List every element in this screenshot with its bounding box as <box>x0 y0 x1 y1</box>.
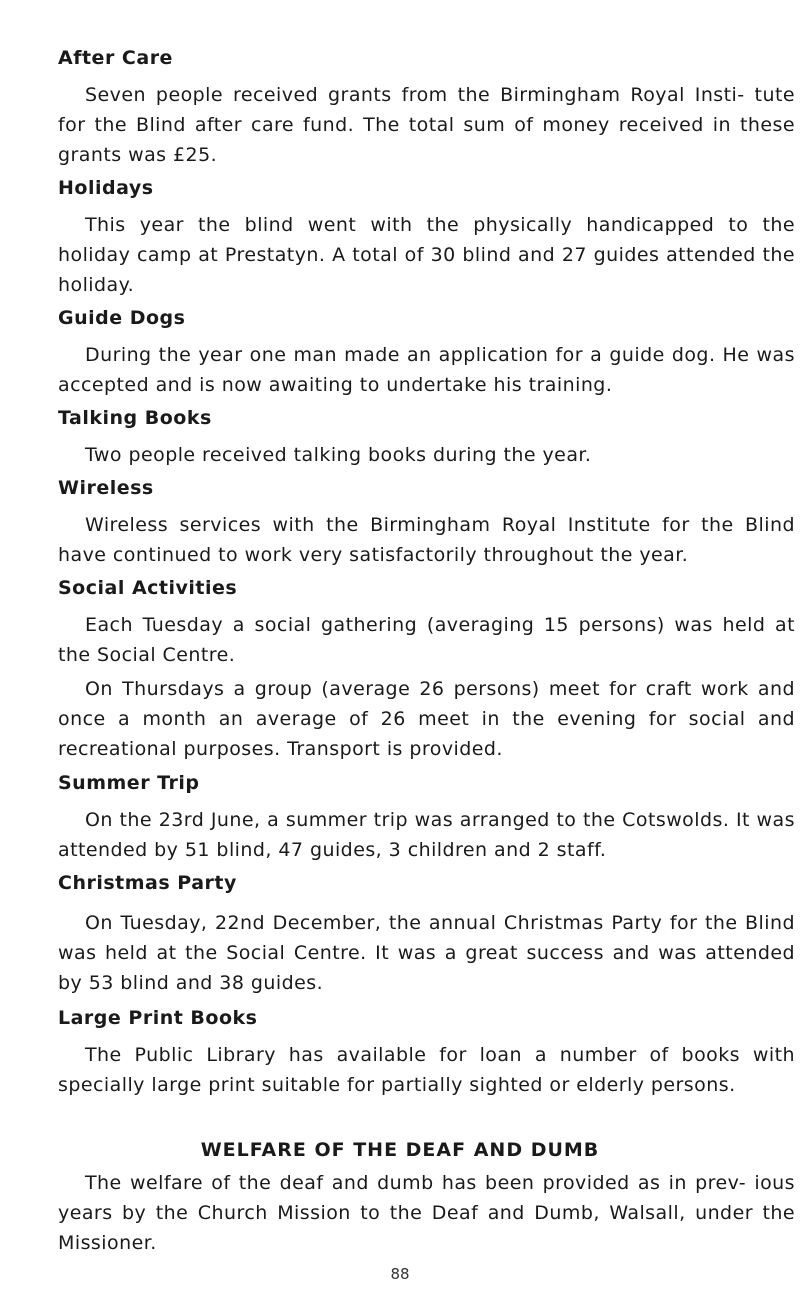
heading-social-activities: Social Activities <box>58 577 238 599</box>
heading-after-care: After Care <box>58 47 173 69</box>
paragraph-talking-books: Two people received talking books during the year. <box>85 444 592 466</box>
page-number: 88 <box>390 1265 410 1283</box>
paragraph-wireless: Wireless services with the Birmingham Royal Institute for the Blind have continued to work very satisfactorily throughout the year. <box>58 514 795 566</box>
heading-christmas-party: Christmas Party <box>58 872 237 894</box>
heading-talking-books: Talking Books <box>58 407 212 429</box>
heading-guide-dogs: Guide Dogs <box>58 307 186 329</box>
paragraph-christmas-party: On Tuesday, 22nd December, the annual Christmas Party for the Blind was held at the Social Centre. It was a great success and was attended by 53 blind and 38 guides. <box>58 912 795 994</box>
heading-welfare-deaf-dumb: WELFARE OF THE DEAF AND DUMB <box>200 1139 600 1161</box>
paragraph-social-thursday: On Thursdays a group (average 26 persons) meet for craft work and once a month an average of 26 meet in the evening for social and recreational purposes. Transport is provided. <box>58 678 795 760</box>
paragraph-after-care: Seven people received grants from the Birmingham Royal Insti- tute for the Blind after care fund. The total sum of money received in these grants was £25. <box>58 84 795 166</box>
heading-holidays: Holidays <box>58 177 154 199</box>
heading-wireless: Wireless <box>58 477 154 499</box>
paragraph-holidays: This year the blind went with the physically handicapped to the holiday camp at Prestatyn. A total of 30 blind and 27 guides attended the holiday. <box>58 214 795 296</box>
paragraph-social-tuesday: Each Tuesday a social gathering (averaging 15 persons) was held at the Social Centre. <box>58 614 795 666</box>
heading-summer-trip: Summer Trip <box>58 772 200 794</box>
paragraph-welfare-deaf-dumb: The welfare of the deaf and dumb has been provided as in prev- ious years by the Church Mission to the Deaf and Dumb, Walsall, under the Missioner. <box>58 1172 795 1254</box>
heading-large-print-books: Large Print Books <box>58 1007 258 1029</box>
paragraph-summer-trip: On the 23rd June, a summer trip was arranged to the Cotswolds. It was attended by 51 blind, 47 guides, 3 children and 2 staff. <box>58 809 795 861</box>
paragraph-large-print-books: The Public Library has available for loan a number of books with specially large print suitable for partially sighted or elderly persons. <box>58 1044 795 1096</box>
paragraph-guide-dogs: During the year one man made an application for a guide dog. He was accepted and is now awaiting to undertake his training. <box>58 344 795 396</box>
